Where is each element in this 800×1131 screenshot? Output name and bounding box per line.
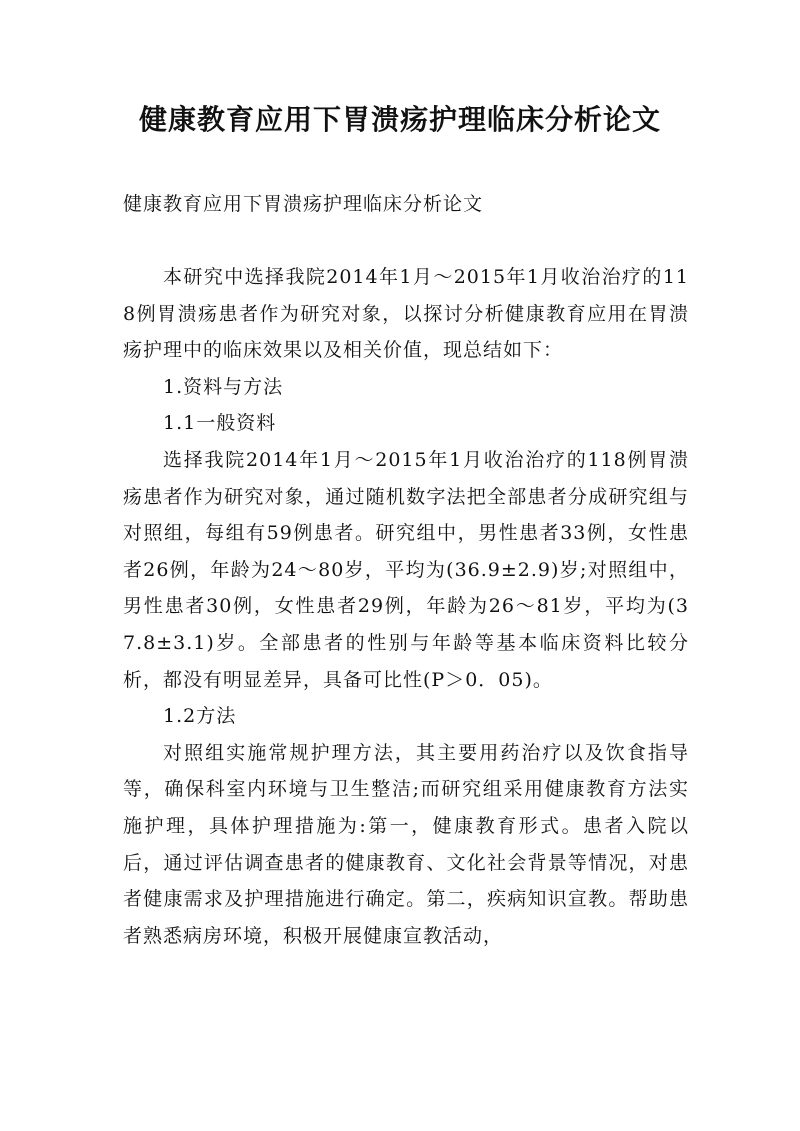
paragraph-general-data: 选择我院2014年1月～2015年1月收治治疗的118例胃溃疡患者作为研究对象，通过随机数字法把全部患者分成研究组与对照组，每组有59例患者。研究组中，男性患者33例，女性患者26例，年龄为24～80岁，平均为(36.9±2.9)岁;对照组中，男性患者30例，女性患者29例，年龄为26～81岁，平均为(37.8±3.1)岁。全部患者的性别与年龄等基本临床资料比较分析，都没有明显差异，具备可比性(P＞0．05)。	[123, 448, 689, 691]
section-heading-materials-methods: 1.资料与方法	[163, 375, 284, 398]
section-heading-methods: 1.2方法	[163, 705, 237, 728]
paragraph-methods: 对照组实施常规护理方法，其主要用药治疗以及饮食指导等，确保科室内环境与卫生整洁;而研究组采用健康教育方法实施护理，具体护理措施为:第一，健康教育形式。患者入院以后，通过评估调查患者的健康教育、文化社会背景等情况，对患者健康需求及护理措施进行确定。第二，疾病知识宣教。帮助患者熟悉病房环境，积极开展健康宣教活动，	[123, 741, 689, 947]
document-title: 健康教育应用下胃溃疡护理临床分析论文	[138, 103, 661, 136]
document-subtitle: 健康教育应用下胃溃疡护理临床分析论文	[123, 193, 484, 215]
section-heading-general-data: 1.1一般资料	[163, 412, 277, 435]
document-body	[123, 259, 689, 954]
paragraph-intro: 本研究中选择我院2014年1月～2015年1月收治治疗的118例胃溃疡患者作为研究对象，以探讨分析健康教育应用在胃溃疡护理中的临床效果以及相关价值，现总结如下：	[123, 266, 689, 362]
